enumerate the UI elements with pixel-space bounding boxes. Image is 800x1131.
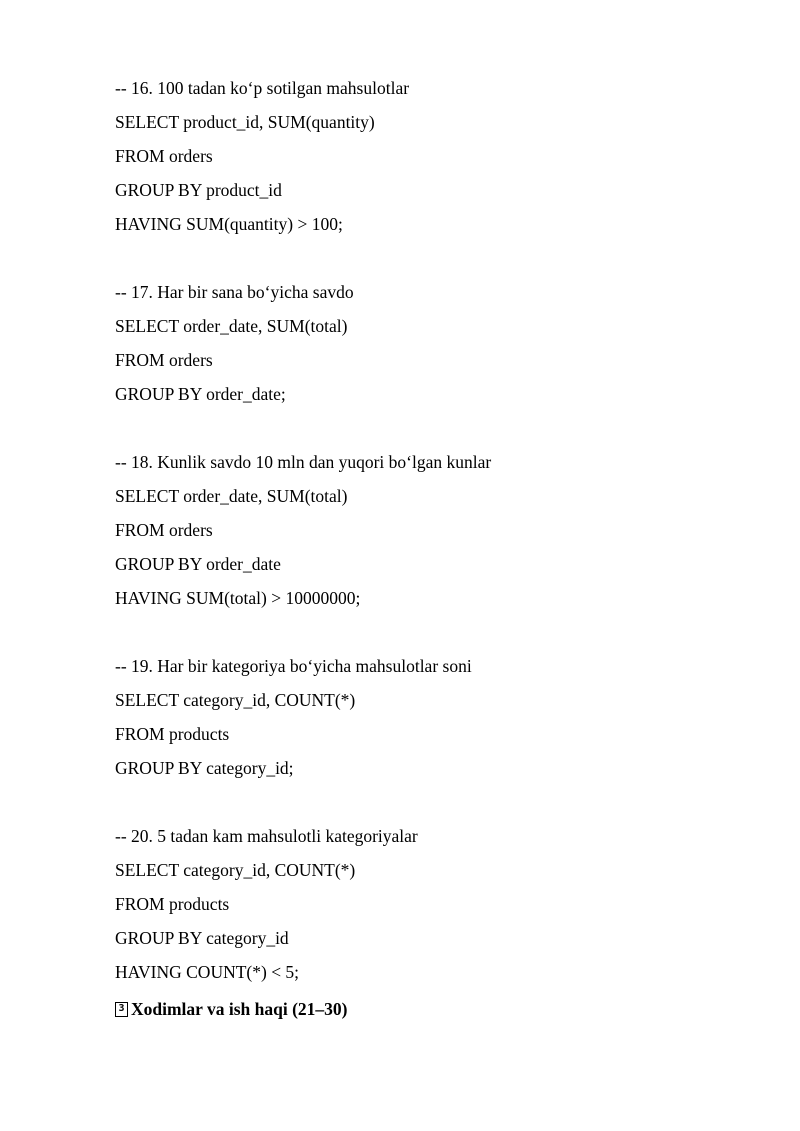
- sql-line: SELECT category_id, COUNT(*): [115, 860, 356, 880]
- sql-line: SELECT product_id, SUM(quantity): [115, 112, 375, 132]
- sql-comment-16: -- 16. 100 tadan ko‘p sotilgan mahsulotlar: [115, 78, 410, 98]
- sql-line: FROM orders: [115, 350, 213, 370]
- missing-glyph-icon: 3: [115, 1002, 128, 1017]
- sql-line: GROUP BY category_id: [115, 928, 289, 948]
- sql-line: GROUP BY order_date;: [115, 384, 286, 404]
- sql-line: SELECT order_date, SUM(total): [115, 316, 348, 336]
- sql-comment-18: -- 18. Kunlik savdo 10 mln dan yuqori bo‘lgan kunlar: [115, 452, 492, 472]
- sql-line: GROUP BY category_id;: [115, 758, 294, 778]
- sql-line: FROM products: [115, 894, 230, 914]
- sql-line: HAVING SUM(quantity) > 100;: [115, 214, 343, 234]
- sql-line: GROUP BY order_date: [115, 554, 281, 574]
- sql-line: SELECT order_date, SUM(total): [115, 486, 348, 506]
- sql-line: FROM orders: [115, 520, 213, 540]
- sql-line: FROM orders: [115, 146, 213, 166]
- sql-comment-19: -- 19. Har bir kategoriya bo‘yicha mahsulotlar soni: [115, 656, 472, 676]
- section-heading-text: Xodimlar va ish haqi (21–30): [131, 999, 348, 1019]
- sql-line: FROM products: [115, 724, 230, 744]
- section-heading: [115, 998, 348, 1020]
- sql-comment-20: -- 20. 5 tadan kam mahsulotli kategoriyalar: [115, 826, 418, 846]
- sql-line: GROUP BY product_id: [115, 180, 282, 200]
- sql-line: HAVING SUM(total) > 10000000;: [115, 588, 361, 608]
- sql-line: SELECT category_id, COUNT(*): [115, 690, 356, 710]
- sql-line: HAVING COUNT(*) < 5;: [115, 962, 300, 982]
- sql-comment-17: -- 17. Har bir sana bo‘yicha savdo: [115, 282, 354, 302]
